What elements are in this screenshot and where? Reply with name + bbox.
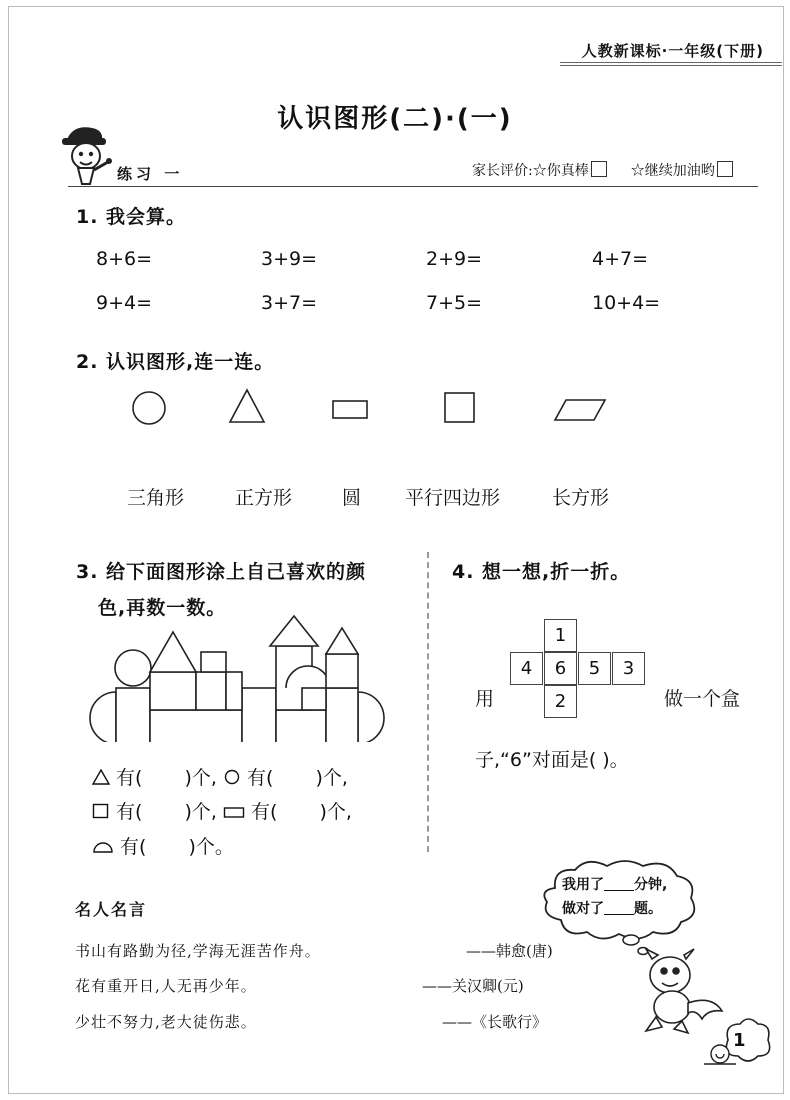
- shape-name-circle[interactable]: 圆: [342, 487, 362, 509]
- rating-option-great: ☆你真棒: [532, 163, 589, 179]
- quotes-title: 名人名言: [75, 900, 148, 919]
- net-cell: 4: [510, 652, 543, 685]
- quote-line: 书山有路勤为径,学海无涯苦作舟。: [75, 942, 321, 960]
- divider-line: [68, 186, 758, 187]
- circle-icon: [223, 769, 241, 785]
- correct-count-blank[interactable]: [604, 900, 634, 915]
- q2-shapes: [0, 380, 790, 440]
- dragon-mascot-illustration: [622, 945, 732, 1035]
- checkbox-great[interactable]: [591, 161, 607, 177]
- q1-title: 1. 我会算。: [76, 206, 187, 228]
- shape-name-square[interactable]: 正方形: [235, 487, 293, 509]
- quote-author: ——《长歌行》: [442, 1013, 548, 1031]
- q1-problem: 3+9=: [261, 248, 318, 270]
- q1-problem: 9+4=: [96, 292, 153, 314]
- castle-shapes-figure[interactable]: [88, 612, 388, 742]
- parent-rating: [472, 160, 733, 180]
- square-icon: [92, 803, 110, 819]
- q4-use-text: 用: [475, 688, 495, 710]
- q3-count-line-1: 有( )个, 有( )个,: [92, 763, 348, 790]
- square-shape[interactable]: [445, 393, 474, 422]
- q1-problem: 7+5=: [426, 292, 483, 314]
- parallelogram-shape[interactable]: [555, 400, 605, 420]
- shape-name-parallelogram[interactable]: 平行四边形: [405, 487, 501, 509]
- page-number: 1: [733, 1030, 746, 1051]
- q3-title-line1: 3. 给下面图形涂上自己喜欢的颜: [76, 561, 367, 583]
- header-bar: [560, 34, 782, 66]
- rectangle-icon: [223, 803, 245, 819]
- net-cell: 3: [612, 652, 645, 685]
- column-divider: [427, 552, 429, 852]
- quote-line: 花有重开日,人无再少年。: [75, 977, 257, 995]
- semicircle-icon: [92, 838, 114, 854]
- minutes-blank[interactable]: [604, 876, 634, 891]
- quote-author: ——关汉卿(元): [422, 977, 524, 995]
- q1-problem: 8+6=: [96, 248, 153, 270]
- q1-problem: 10+4=: [592, 292, 661, 314]
- page-title: 认识图形(二)·(一): [277, 104, 513, 134]
- checkbox-keep-going[interactable]: [717, 161, 733, 177]
- triangle-icon: [92, 769, 110, 785]
- q4-question: 子,“6”对面是( )。: [475, 749, 629, 771]
- net-cell: 5: [578, 652, 611, 685]
- q3-title-line2: 色,再数一数。: [98, 597, 227, 619]
- net-cell: 2: [544, 685, 577, 718]
- rectangle-shape[interactable]: [333, 401, 367, 418]
- q2-title: 2. 认识图形,连一连。: [76, 351, 275, 373]
- cloud-line-1: 我用了 分钟,: [562, 877, 668, 893]
- quote-line: 少壮不努力,老大徒伤悲。: [75, 1013, 257, 1031]
- q4-title: 4. 想一想,折一折。: [452, 561, 631, 583]
- snail-illustration: [700, 1040, 740, 1070]
- shape-name-triangle[interactable]: 三角形: [127, 487, 185, 509]
- rating-label: 家长评价:: [472, 163, 533, 179]
- exercise-label: 练习 一: [117, 165, 184, 183]
- net-cell: 6: [544, 652, 577, 685]
- circle-shape[interactable]: [133, 392, 165, 424]
- q4-make-box-text: 做一个盒: [664, 688, 741, 710]
- cloud-line-2: 做对了 题。: [562, 901, 662, 917]
- q3-count-line-2: 有( )个, 有( )个,: [92, 797, 352, 824]
- rating-option-keep-going: ☆继续加油哟: [630, 163, 715, 179]
- triangle-shape[interactable]: [230, 390, 264, 422]
- q1-problem: 4+7=: [592, 248, 649, 270]
- net-cell: 1: [544, 619, 577, 652]
- q1-problem: 2+9=: [426, 248, 483, 270]
- q1-problem: 3+7=: [261, 292, 318, 314]
- shape-name-rectangle[interactable]: 长方形: [552, 487, 610, 509]
- quote-author: ——韩愈(唐): [466, 942, 553, 960]
- book-title: 人教新课标·一年级(下册): [581, 42, 764, 60]
- cube-net[interactable]: [510, 619, 651, 721]
- mascot-illustration: [58, 120, 114, 190]
- q3-count-line-3: 有( )个。: [92, 832, 234, 859]
